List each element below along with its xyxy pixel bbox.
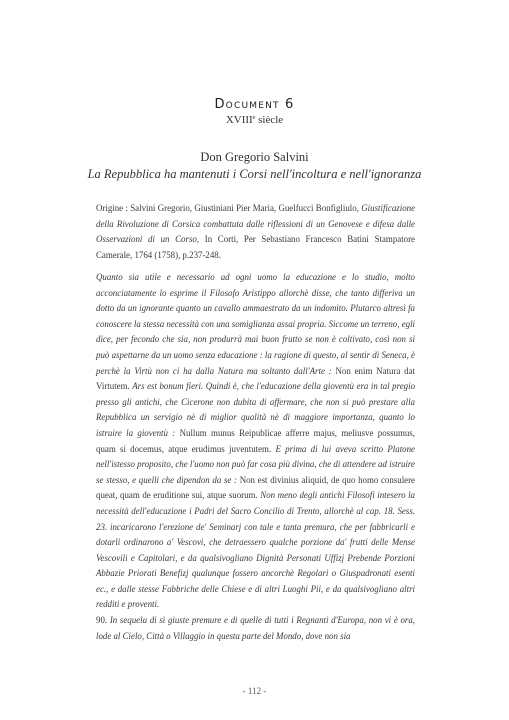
work-title: La Repubblica ha mantenuti i Corsi nell'incoltura e nell'ignoranza	[87, 167, 422, 181]
source-title: Giustificazione della Rivoluzione di Corsica combattuta dalle riflessioni di un Genovese e difesa dalle Osservazioni di un Corso	[96, 203, 416, 245]
source-publisher: , In Corti, Per Sebastiano Francesco Batini Stampatore Camerale, 1764 (1758), p.237-248.	[96, 234, 415, 260]
latin-quote: Nullum munus Reipublicae afferre majus, meliusve possumus, quam si docemus, atque erudimus juventutem.	[96, 427, 415, 454]
text-italic: Quindi è, che l'educazione della gioventù era in tal pregio presso gli antichi, che Cicerone non dubita di affermare, che non si può prestare alla Repubblica un servigio nè di miglior qualità nè di maggiore importanza, quanto lo istruire la gioventù :	[96, 381, 416, 438]
text-italic: Non meno degli antichi Filosofi intesero la necessità dell'educazione i Padri del Sacro Concilio di Trento, allorchè al cap. 18. Sess. 23. incaricarono l'erezione de' Seminarj con tale e tanta premura, che per fabbricarli e dotarli ordinarono a' Vescovi, che detraessero qualche porzione da' frutti delle Mense Vescovili e Capitolari, e da qualsivogliano Dignità Personati Uffizj Prebende Porzioni Abbazie Priorati Benefizj qualunque fossero ancorchè Regolari o Giuspadronati esenti ec., e dalle stesse Fabbriche delle Chiese e di altri Luoghi Pii, e da qualsivogliano altri redditi e proventi.	[96, 490, 415, 610]
century-line	[0, 114, 509, 126]
century-numeral: XVIII	[225, 114, 253, 126]
century-word: siècle	[258, 114, 284, 126]
latin-quote: Non enim Natura dat Virtutem.	[96, 365, 415, 392]
source-authors: Salvini Gregorio, Giustiniani Pier Maria, Guelfucci Bonfigliulo,	[130, 203, 362, 213]
latin-quote-italic: Ars est bonum fieri.	[132, 381, 204, 392]
document-title: Document 6	[214, 97, 295, 112]
paragraph	[96, 613, 415, 644]
paragraph-number: 90.	[96, 615, 110, 626]
text-italic: E prima di lui aveva scritto Platone nell'istesso proposito, che l'uomo non può far cosa più divina, che di attendere ad istruire se stesso, e quelli che dipendon da se :	[96, 443, 415, 485]
source-label: Origine :	[96, 203, 131, 213]
century-superscript: e	[252, 115, 256, 121]
author-name: Don Gregorio Salvini	[200, 150, 309, 164]
body-text	[96, 270, 415, 644]
source-citation	[96, 201, 415, 263]
text-italic: Quanto sia utile e necessario ad ogni uomo la educazione e lo studio, molto acconciatamente lo esprime il Filosofo Aristippo allorchè disse, che tanto differiva un dotto da un ignorante quanto un cavallo ammaestrato da un indomito. Plutarco altresì fa conoscere la stessa necessità con una somiglianza assai propria. Siccome un terreno, egli dice, per fecondo che sia, non produrrà mai buon frutto se non è coltivato, così non si può aspettarne da un uomo senza educazione : la ragione di questo, al sentir di Seneca, è perchè la Virtù non ci ha dalla Natura ma soltanto dall'Arte :	[96, 272, 415, 376]
latin-quote: Non est divinius aliquid, de quo homo consulere queat, quam de eruditione sui, atque suorum.	[96, 474, 415, 501]
paragraph	[96, 270, 415, 613]
page-number: - 112 -	[242, 686, 267, 696]
text-italic: In sequela di sì giuste premure e di quelle di tutti i Regnanti d'Europa, non vi è ora, lode al Cielo, Città o Villaggio in questa parte del Mondo, dove non sia	[96, 615, 416, 641]
